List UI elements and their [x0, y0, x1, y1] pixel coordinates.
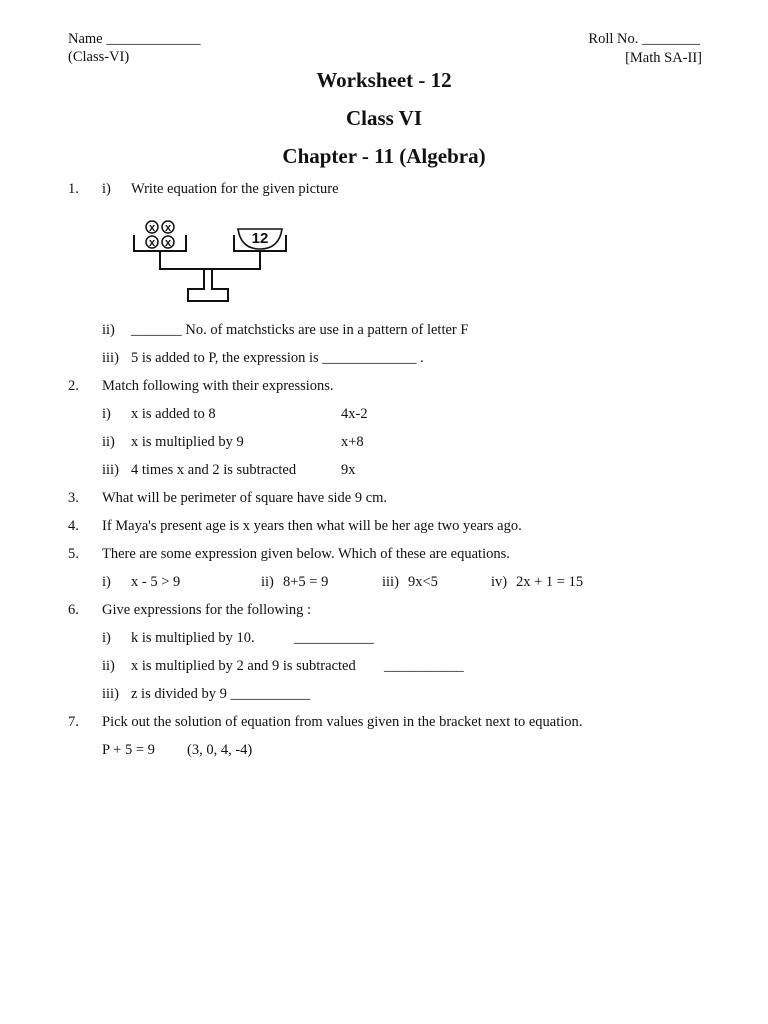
q3-text: What will be perimeter of square have side 9 cm. — [102, 490, 388, 506]
q7-equation: P + 5 = 9 — [102, 742, 155, 758]
x-weight-icon — [146, 221, 158, 234]
q1-ii-label: ii) — [102, 322, 115, 338]
x-weight-label: x — [148, 237, 156, 249]
q5-option-label: iv) — [491, 574, 508, 590]
class-title: Class VI — [345, 106, 423, 130]
q5-option-expr: x - 5 > 9 — [131, 574, 181, 590]
q2-row-right: x+8 — [341, 434, 364, 450]
q5-option-expr: 9x<5 — [408, 574, 438, 590]
q2-number: 2. — [68, 378, 79, 394]
q4-text: If Maya's present age is x years then what will be her age two years ago. — [102, 518, 522, 534]
q6-row-label: i) — [102, 630, 111, 646]
chapter-title: Chapter - 11 (Algebra) — [282, 144, 486, 168]
q5-number: 5. — [68, 546, 79, 562]
x-weight-label: x — [148, 222, 156, 234]
x-weight-label: x — [164, 222, 172, 234]
q5-option-expr: 8+5 = 9 — [283, 574, 329, 590]
q6-row-text: k is multiplied by 10. — [131, 630, 255, 646]
q6-row-text: z is divided by 9 ___________ — [131, 686, 311, 702]
q6-row-label: ii) — [102, 658, 115, 674]
q2-row-right: 9x — [341, 462, 356, 478]
q7-text: Pick out the solution of equation from values given in the bracket next to equation. — [102, 714, 583, 730]
q5-option-label: i) — [102, 574, 111, 590]
q1-iii-label: iii) — [102, 350, 119, 366]
balance-scale-figure — [128, 213, 298, 308]
roll-no-label: Roll No. ________ — [588, 31, 700, 47]
q2-row-left: x is added to 8 — [131, 406, 216, 422]
q1-ii-text: _______ No. of matchsticks are use in a pattern of letter F — [131, 322, 469, 338]
class-label: (Class-VI) — [68, 49, 130, 65]
worksheet-title: Worksheet - 12 — [316, 68, 452, 92]
q2-text: Match following with their expressions. — [102, 378, 334, 394]
x-weight-icon — [146, 236, 158, 249]
q2-row-label: ii) — [102, 434, 115, 450]
q7-values: (3, 0, 4, -4) — [187, 742, 253, 758]
q1-iii-text: 5 is added to P, the expression is _____________ . — [131, 350, 424, 366]
name-field-label: Name _____________ — [68, 31, 201, 47]
q6-row-label: iii) — [102, 686, 119, 702]
q1-number: 1. — [68, 181, 79, 197]
q6-row-blank: ___________ — [384, 658, 464, 674]
q7-number: 7. — [68, 714, 79, 730]
x-weight-label: x — [164, 237, 172, 249]
q3-number: 3. — [68, 490, 79, 506]
q5-text: There are some expression given below. Which of these are equations. — [102, 546, 510, 562]
q2-row-right: 4x-2 — [341, 406, 368, 422]
q2-row-label: i) — [102, 406, 111, 422]
q5-option-expr: 2x + 1 = 15 — [516, 574, 584, 590]
q5-option-label: ii) — [261, 574, 274, 590]
q6-row-blank: ___________ — [294, 630, 374, 646]
q5-option-label: iii) — [382, 574, 399, 590]
q6-text: Give expressions for the following : — [102, 602, 312, 618]
subject-label: [Math SA-II] — [625, 50, 702, 66]
x-weights — [146, 221, 174, 249]
q6-number: 6. — [68, 602, 79, 618]
x-weight-icon — [162, 221, 174, 234]
x-weight-icon — [162, 236, 174, 249]
q1-i-text: Write equation for the given picture — [131, 181, 339, 197]
q6-row-text: x is multiplied by 2 and 9 is subtracted — [131, 658, 356, 674]
q2-row-left: 4 times x and 2 is subtracted — [131, 462, 297, 478]
q1-i-label: i) — [102, 181, 111, 197]
q2-row-label: iii) — [102, 462, 119, 478]
q2-row-left: x is multiplied by 9 — [131, 434, 244, 450]
q4-number: 4. — [68, 518, 79, 534]
weight-value-label: 12 — [251, 230, 269, 247]
